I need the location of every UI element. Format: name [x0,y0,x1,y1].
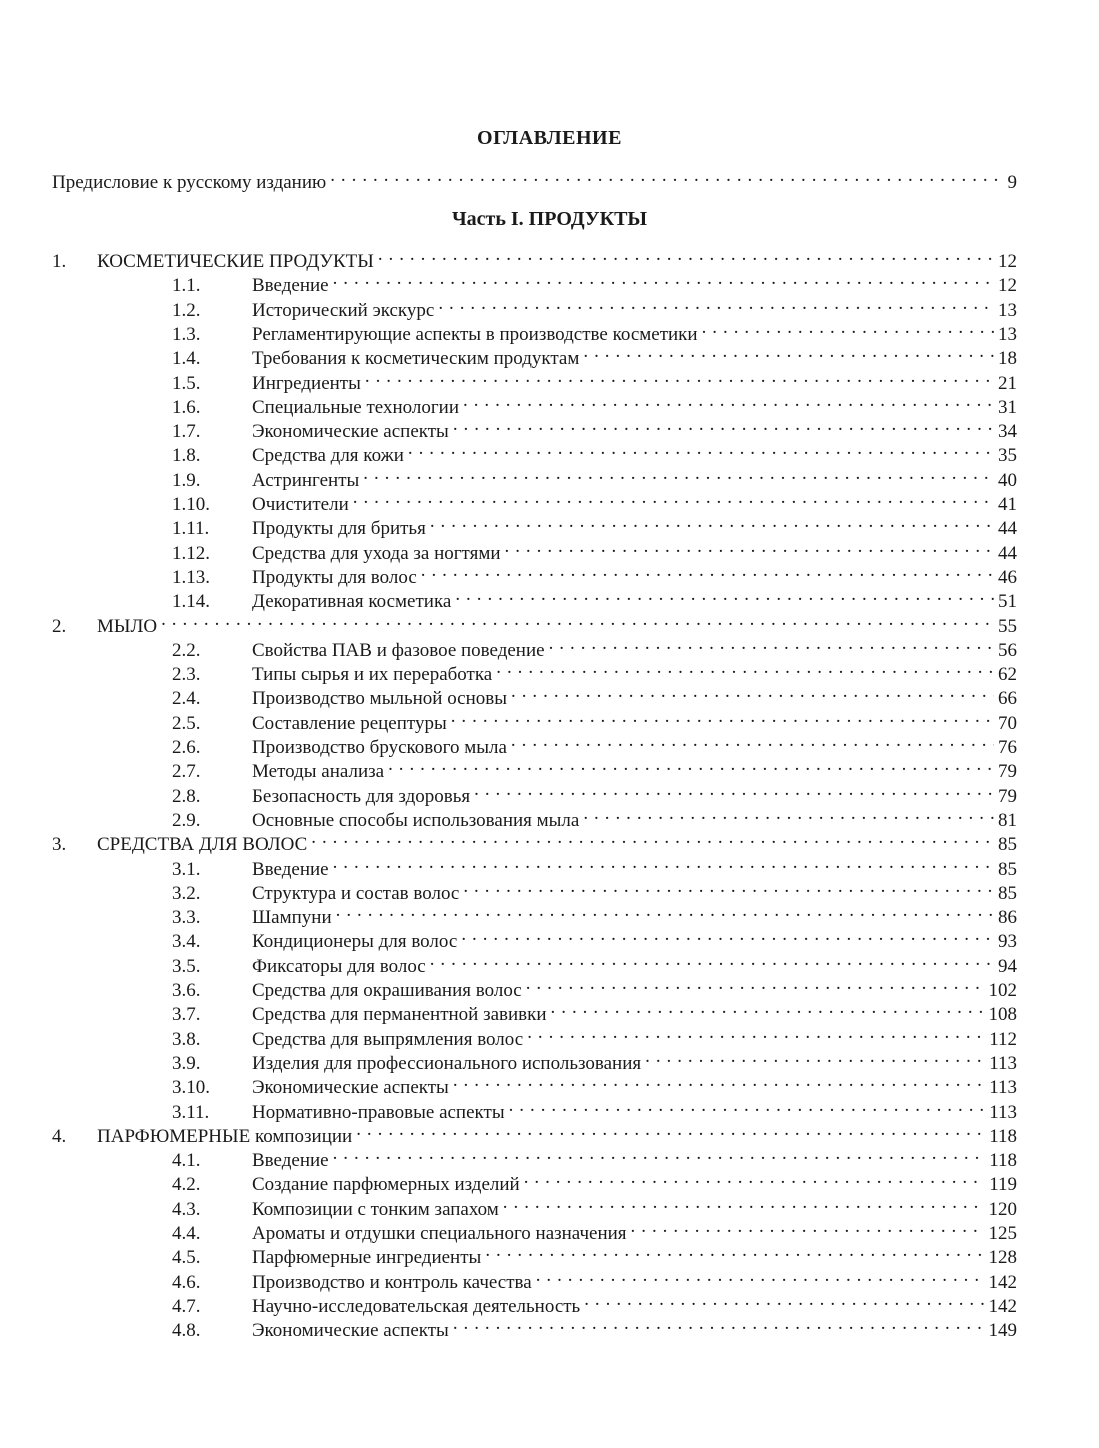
toc-leader-dots [527,1021,985,1045]
toc-entry-label: Свойства ПАВ и фазовое поведение [252,639,545,661]
toc-entry-page: 55 [998,615,1017,637]
toc-entry-page: 119 [989,1174,1017,1196]
toc-leader-dots [631,1215,985,1239]
toc-preface-row [52,164,1017,193]
toc-entry-number: 1.6. [172,396,201,418]
toc-preface-page: 9 [1007,172,1017,193]
toc-entry-label: СРЕДСТВА ДЛЯ ВОЛОС [97,834,308,856]
toc-entry-number: 1.10. [172,494,210,515]
toc-entry-label: Шампуни [252,907,332,929]
toc-leader-dots [496,656,994,680]
toc-entry-number: 4.2. [172,1174,201,1196]
toc-leader-dots [378,243,994,267]
toc-leader-dots [430,948,994,972]
toc-entry-page: 93 [998,931,1017,953]
toc-entry-label: Требования к косметическим продуктам [252,348,580,370]
toc-entry-number: 1.3. [172,323,201,345]
toc-entry-label: Научно-исследовательская деятельность [252,1295,581,1317]
toc-entry-label: Изделия для профессионального использования [252,1052,642,1074]
toc-leader-dots [509,1094,986,1118]
toc-leader-dots [336,899,994,923]
toc-section-row [172,923,1017,953]
toc-section-row [172,996,1017,1026]
toc-entry-number: 1.12. [172,542,210,564]
toc-entry-number: 4. [52,1125,67,1147]
toc-section-row [172,705,1017,734]
toc-entry-number: 3.9. [172,1052,201,1074]
toc-entry-page: 40 [998,469,1017,491]
toc-entry-page: 142 [988,1271,1017,1293]
toc-section-row [172,729,1017,758]
toc-entry-page: 86 [998,907,1017,929]
toc-entry-label: Специальные технологии [252,396,459,418]
toc-entry-page: 113 [989,1052,1017,1074]
toc-entry-page: 149 [988,1320,1017,1342]
toc-entry-page: 108 [988,1004,1017,1026]
toc-leader-dots [536,1264,985,1288]
toc-section-row [172,486,1017,515]
toc-entry-number: 1.14. [172,591,210,613]
toc-section-row [172,1288,1017,1317]
toc-leader-dots [702,316,994,340]
toc-leader-dots [363,462,994,486]
toc-entry-label: Введение [252,1150,329,1172]
toc-section-row [172,972,1017,1001]
toc-leader-dots [453,1069,985,1093]
toc-section-row [172,802,1017,831]
toc-entry-page: 128 [988,1247,1017,1269]
toc-entry-page: 21 [998,372,1017,394]
toc-chapter-row [52,826,1017,856]
toc-section-row [172,292,1017,321]
toc-section-row [172,1264,1017,1293]
toc-preface-label: Предисловие к русскому изданию [52,172,327,193]
toc-entry-number: 4.8. [172,1320,201,1342]
toc-leader-dots [353,486,994,510]
toc-entry-page: 113 [989,1077,1017,1099]
toc-entry-label: Продукты для бритья [252,518,426,540]
toc-entry-label: Декоративная косметика [252,591,452,613]
toc-section-row [172,1312,1017,1342]
toc-entry-page: 66 [998,688,1017,710]
toc-entry-number: 4.1. [172,1150,201,1172]
toc-entry-page: 44 [998,518,1017,540]
toc-section-row [172,510,1017,540]
toc-section-row [172,1166,1017,1196]
toc-entry-page: 113 [989,1101,1017,1123]
toc-section-row [172,389,1017,418]
toc-section-row [172,1094,1017,1123]
toc-entry-page: 12 [998,251,1017,272]
toc-section-row [172,413,1017,443]
toc-section-row [172,1142,1017,1172]
toc-entry-page: 56 [998,639,1017,661]
toc-leader-dots [526,972,985,996]
toc-entry-label: Методы анализа [252,761,385,783]
toc-entry-number: 1.5. [172,372,201,394]
toc-entry-number: 3.7. [172,1004,201,1026]
toc-chapter-row [52,608,1017,637]
toc-entry-page: 79 [998,761,1017,783]
toc-leader-dots [474,778,994,802]
toc-entry-label: Парфюмерные ингредиенты [252,1247,482,1269]
toc-leader-dots [421,559,994,583]
toc-leader-dots [549,632,994,656]
toc-leader-dots [356,1118,985,1142]
toc-entry-number: 1.13. [172,566,210,588]
toc-entry-number: 2.2. [172,639,201,661]
toc-section-row [172,535,1017,564]
toc-entry-number: 2.7. [172,761,201,783]
toc-leader-dots [583,340,994,364]
toc-entry-label: Типы сырья и их переработка [252,664,493,686]
toc-entry-label: Продукты для волос [252,566,417,588]
toc-section-row [172,851,1017,880]
toc-section-row [172,365,1017,394]
toc-section-row [172,1215,1017,1244]
toc-entry-page: 70 [998,712,1017,734]
toc-entry-label: Производство мыльной основы [252,688,508,710]
toc-leader-dots [584,1288,984,1312]
toc-entry-number: 1.2. [172,299,201,321]
toc-entry-number: 3.1. [172,858,201,880]
toc-entry-number: 2.5. [172,712,201,734]
toc-entry-number: 4.6. [172,1271,201,1293]
toc-entry-page: 118 [989,1125,1017,1147]
toc-entry-page: 120 [988,1198,1017,1220]
toc-entry-label: ПАРФЮМЕРНЫЕ композиции [97,1125,353,1147]
toc-entry-page: 112 [989,1028,1017,1050]
toc-section-row [172,899,1017,929]
toc-entry-label: Ингредиенты [252,372,361,394]
toc-entry-number: 4.5. [172,1247,201,1269]
toc-leader-dots [583,802,994,826]
toc-entry-number: 3.11. [172,1101,210,1123]
toc-leader-dots [333,267,994,291]
toc-entry-number: 3. [52,834,67,856]
toc-leader-dots [455,583,994,607]
toc-entry-number: 3.5. [172,955,201,977]
toc-section-row [172,1045,1017,1074]
toc-leader-dots [505,535,994,559]
toc-title: ОГЛАВЛЕНИЕ [477,127,622,149]
toc-leader-dots [524,1166,986,1190]
toc-entry-page: 41 [998,494,1017,515]
toc-entry-number: 2.3. [172,664,201,686]
toc-entry-page: 102 [988,980,1017,1001]
toc-entry-number: 1.4. [172,348,201,370]
toc-entry-page: 46 [998,566,1017,588]
toc-section-row [172,316,1017,345]
toc-entry-label: Структура и состав волос [252,882,460,904]
toc-entry-number: 2.8. [172,785,201,807]
toc-leader-dots [463,389,994,413]
toc-entry-page: 13 [998,323,1017,345]
toc-section-row [172,656,1017,686]
toc-entry-label: МЫЛО [97,615,158,637]
toc-entry-label: Средства для выпрямления волос [252,1028,524,1050]
part-heading: Часть I. ПРОДУКТЫ [451,208,648,230]
toc-entry-number: 3.3. [172,907,201,929]
toc-entry-label: Экономические аспекты [252,421,449,443]
toc-section-row [172,948,1017,977]
toc-entry-number: 4.7. [172,1295,201,1317]
toc-entry-label: Композиции с тонким запахом [252,1198,499,1220]
toc-entry-label: Составление рецептуры [252,712,447,734]
toc-section-row [172,680,1017,710]
toc-section-row [172,1069,1017,1099]
toc-entry-label: Средства для ухода за ногтями [252,542,501,564]
toc-entry-number: 3.4. [172,931,201,953]
toc-leader-dots [511,680,994,704]
toc-entry-page: 85 [998,858,1017,880]
toc-entry-number: 1.7. [172,421,201,443]
toc-entry-label: Ароматы и отдушки специального назначения [252,1223,627,1244]
toc-section-row [172,1191,1017,1220]
toc-entry-label: КОСМЕТИЧЕСКИЕ ПРОДУКТЫ [97,251,374,272]
toc-entry-page: 34 [998,421,1017,443]
toc-entry-label: Средства для перманентной завивки [252,1004,547,1026]
toc-entry-number: 4.4. [172,1223,201,1244]
toc-leader-dots [161,608,994,632]
toc-section-row [172,778,1017,807]
toc-entry-number: 1.1. [172,275,201,297]
toc-leader-dots [453,1312,985,1336]
toc-entry-label: Производство и контроль качества [252,1271,532,1293]
toc-leader-dots [503,1191,985,1215]
toc-section-row [172,437,1017,467]
toc-entry-label: Создание парфюмерных изделий [252,1174,520,1196]
toc-entry-label: Средства для кожи [252,445,404,467]
toc-leader-dots [365,365,994,389]
toc-entry-label: Экономические аспекты [252,1077,449,1099]
toc-leader-dots [333,851,994,875]
toc-section-row [172,1239,1017,1269]
toc-entry-number: 2.9. [172,809,201,831]
toc-entry-page: 12 [998,275,1017,297]
toc-entry-label: Средства для окрашивания волос [252,980,522,1001]
toc-entry-label: Введение [252,858,329,880]
toc-entry-label: Очистители [252,494,349,515]
toc-entry-page: 76 [998,737,1017,758]
toc-section-row [172,753,1017,783]
toc-entry-page: 142 [988,1295,1017,1317]
toc-leader-dots [453,413,994,437]
toc-entry-number: 1.8. [172,445,201,467]
toc-entry-number: 3.6. [172,980,201,1001]
toc-leader-dots [485,1239,984,1263]
toc-entry-number: 1.9. [172,469,201,491]
toc-entry-label: Фиксаторы для волос [252,955,426,977]
toc-section-row [172,559,1017,588]
toc-entry-label: Введение [252,275,329,297]
toc-entry-page: 85 [998,834,1017,856]
toc-entry-number: 3.2. [172,882,201,904]
toc-entry-page: 125 [988,1223,1017,1244]
toc-entry-label: Исторический экскурс [252,299,435,321]
toc-entry-label: Основные способы использования мыла [252,809,580,831]
toc-entry-page: 18 [998,348,1017,370]
toc-entry-label: Экономические аспекты [252,1320,449,1342]
toc-section-row [172,340,1017,370]
toc-entry-label: Нормативно-правовые аспекты [252,1101,505,1123]
toc-leader-dots [463,875,994,899]
toc-leader-dots [311,826,994,850]
toc-entry-number: 2.4. [172,688,201,710]
toc-entry-page: 118 [989,1150,1017,1172]
toc-leader-dots [461,923,994,947]
toc-entry-label: Регламентирующие аспекты в производстве косметики [252,323,698,345]
toc-leader-dots [408,437,994,461]
toc-entry-number: 1.11. [172,518,210,540]
toc-entry-page: 94 [998,955,1017,977]
toc-section-row [172,632,1017,661]
toc-entry-page: 85 [998,882,1017,904]
toc-section-row [172,875,1017,904]
toc-leader-dots [551,996,985,1020]
toc-entry-page: 13 [998,299,1017,321]
toc-leader-dots [645,1045,985,1069]
toc-entry-number: 2.6. [172,737,201,758]
toc-leader-dots [438,292,994,316]
toc-entry-number: 3.8. [172,1028,201,1050]
toc-entry-label: Производство брускового мыла [252,737,507,758]
toc-leader-dots [333,1142,986,1166]
toc-entry-number: 3.10. [172,1077,210,1099]
toc-entry-page: 35 [998,445,1017,467]
toc-entry-page: 44 [998,542,1017,564]
toc-section-row [172,583,1017,613]
toc-entry-label: Астрингенты [252,469,360,491]
toc-leader-dots [451,705,994,729]
toc-leader-dots [388,753,994,777]
toc-entry-label: Безопасность для здоровья [252,785,471,807]
toc-leader-dots [511,729,994,753]
toc-leader-dots [330,164,1003,188]
toc-entry-label: Кондиционеры для волос [252,931,458,953]
toc-entry-number: 2. [52,615,67,637]
toc-chapter-row [52,243,1017,272]
toc-entry-page: 79 [998,785,1017,807]
toc-entry-number: 1. [52,251,67,272]
toc-section-row [172,462,1017,491]
toc-entry-page: 62 [998,664,1017,686]
toc-entry-page: 81 [998,809,1017,831]
toc-entry-number: 4.3. [172,1198,201,1220]
toc-entry-page: 51 [998,591,1017,613]
toc-section-row [172,267,1017,297]
toc-entry-page: 31 [998,396,1017,418]
toc-section-row [172,1021,1017,1050]
toc-leader-dots [430,510,994,534]
toc-chapter-row [52,1118,1017,1147]
